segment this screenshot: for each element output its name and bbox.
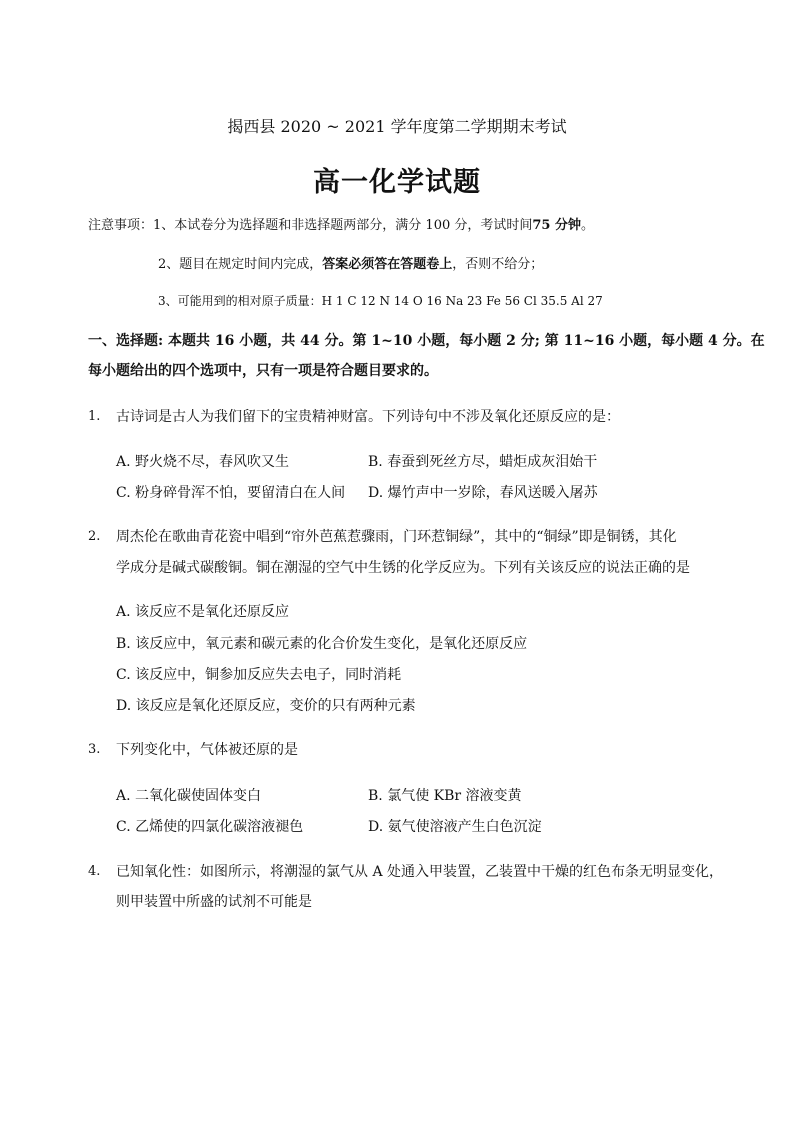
- notes-label: 注意事项：: [88, 218, 154, 233]
- notes-item-3: 3、可能用到的相对原子质量：H 1 C 12 N 14 O 16 Na 23 Fe 56 Cl 35.5 Al 27: [158, 294, 603, 308]
- notes-emphasis: 答案必须答在答题卷上: [322, 257, 453, 272]
- question-stem: 周杰伦在歌曲青花瓷中唱到“帘外芭蕉惹骤雨，门环惹铜绿”，其中的“铜绿”即是铜锈，其化: [116, 529, 677, 545]
- notes-text: 。: [581, 218, 595, 233]
- question-stem: 则甲装置中所盛的试剂不可能是: [116, 894, 312, 910]
- question-stem: 古诗词是古人为我们留下的宝贵精神财富。下列诗句中不涉及氧化还原反应的是：: [116, 409, 620, 425]
- question-stem: 学成分是碱式碳酸铜。铜在潮湿的空气中生锈的化学反应为。下列有关该反应的说法正确的是: [116, 560, 690, 576]
- notes-item-1: [88, 214, 594, 233]
- question-number: 3.: [88, 742, 101, 757]
- notes-text: ，否则不给分；: [452, 257, 544, 272]
- page-title: 高一化学试题: [313, 167, 481, 198]
- section-heading-line-1: 一、选择题: 本题共 16 小题，共 44 分。第 1~10 小题，每小题 2 分; 第 11~16 小题，每小题 4 分。在: [88, 333, 765, 349]
- question-number: 1.: [88, 409, 101, 424]
- exam-header: 揭西县 2020 ~ 2021 学年度第二学期期末考试: [227, 117, 567, 136]
- section-heading-line-2: 每小题给出的四个选项中，只有一项是符合题目要求的。: [88, 363, 438, 379]
- question-stem: 已知氧化性：如图所示，将潮湿的氯气从 A 处通入甲装置，乙装置中干燥的红色布条无明显变化，: [116, 864, 724, 880]
- option-d: D. 氨气使溶液产生白色沉淀: [368, 819, 542, 835]
- notes-text: 2、题目在规定时间内完成，: [158, 257, 323, 272]
- option-b: B. 该反应中，氧元素和碳元素的化合价发生变化，是氧化还原反应: [116, 636, 528, 652]
- notes-item-2: [158, 253, 543, 272]
- question-stem: 下列变化中，气体被还原的是: [116, 742, 298, 758]
- option-b: B. 春蚕到死丝方尽，蜡炬成灰泪始干: [368, 454, 598, 470]
- option-d: D. 该反应是氧化还原反应，变价的只有两种元素: [116, 698, 416, 714]
- option-d: D. 爆竹声中一岁除，春风送暖入屠苏: [368, 485, 598, 501]
- notes-emphasis: 75 分钟: [532, 218, 581, 233]
- option-c: C. 粉身碎骨浑不怕，要留清白在人间: [116, 485, 346, 501]
- option-a: A. 二氧化碳使固体变白: [116, 788, 262, 804]
- option-b: B. 氯气使 KBr 溶液变黄: [368, 788, 522, 804]
- option-c: C. 该反应中，铜参加反应失去电子，同时消耗: [116, 667, 402, 683]
- notes-text: 1、本试卷分为选择题和非选择题两部分，满分 100 分，考试时间: [153, 218, 533, 233]
- question-number: 4.: [88, 864, 101, 879]
- option-a: A. 野火烧不尽，春风吹又生: [116, 454, 290, 470]
- option-a: A. 该反应不是氧化还原反应: [116, 604, 290, 620]
- option-c: C. 乙烯使的四氯化碳溶液褪色: [116, 819, 304, 835]
- question-number: 2.: [88, 529, 101, 544]
